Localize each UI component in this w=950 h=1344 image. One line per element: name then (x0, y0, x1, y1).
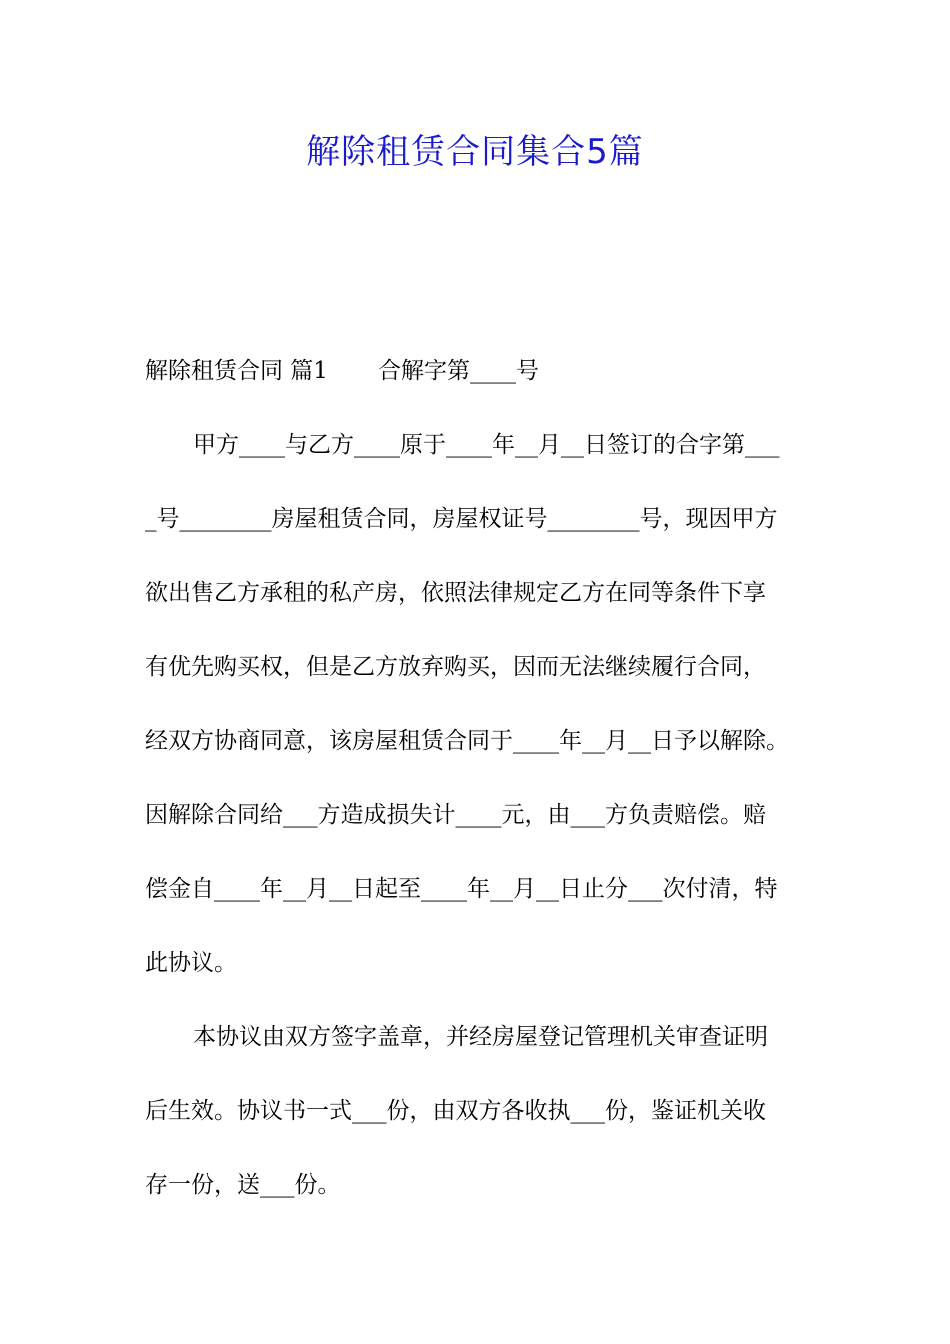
paragraph-line: 甲方____与乙方____原于____年__月__日签订的合字第___ (193, 432, 780, 458)
section-heading (145, 334, 835, 408)
paragraph-line: 偿金自____年__月__日起至____年__月__日止分___次付清，特 (145, 876, 778, 902)
paragraph-2 (145, 1000, 835, 1222)
paragraph-line: 此协议。 (145, 950, 237, 976)
paragraph-line: 存一份，送___份。 (145, 1172, 341, 1198)
paragraph-line: 因解除合同给___方造成损失计____元，由___方负责赔偿。赔 (145, 802, 766, 828)
contract-number: 合解字第____号 (377, 358, 539, 384)
paragraph-line: _号________房屋租赁合同，房屋权证号________号，现因甲方 (145, 506, 778, 532)
paragraph-line: 欲出售乙方承租的私产房，依照法律规定乙方在同等条件下享 (145, 580, 766, 606)
paragraph-line: 经双方协商同意，该房屋租赁合同于____年__月__日予以解除。 (145, 728, 789, 754)
document-title: 解除租赁合同集合5篇 (306, 132, 644, 172)
paragraph-line: 有优先购买权，但是乙方放弃购买，因而无法继续履行合同， (145, 654, 766, 680)
document-body (145, 334, 835, 1222)
section-heading-label: 解除租赁合同 篇1 (145, 358, 328, 384)
paragraph-line: 后生效。协议书一式___份，由双方各收执___份，鉴证机关收 (145, 1098, 766, 1124)
paragraph-line: 本协议由双方签字盖章，并经房屋登记管理机关审查证明 (193, 1024, 768, 1050)
paragraph-1 (145, 408, 835, 1000)
